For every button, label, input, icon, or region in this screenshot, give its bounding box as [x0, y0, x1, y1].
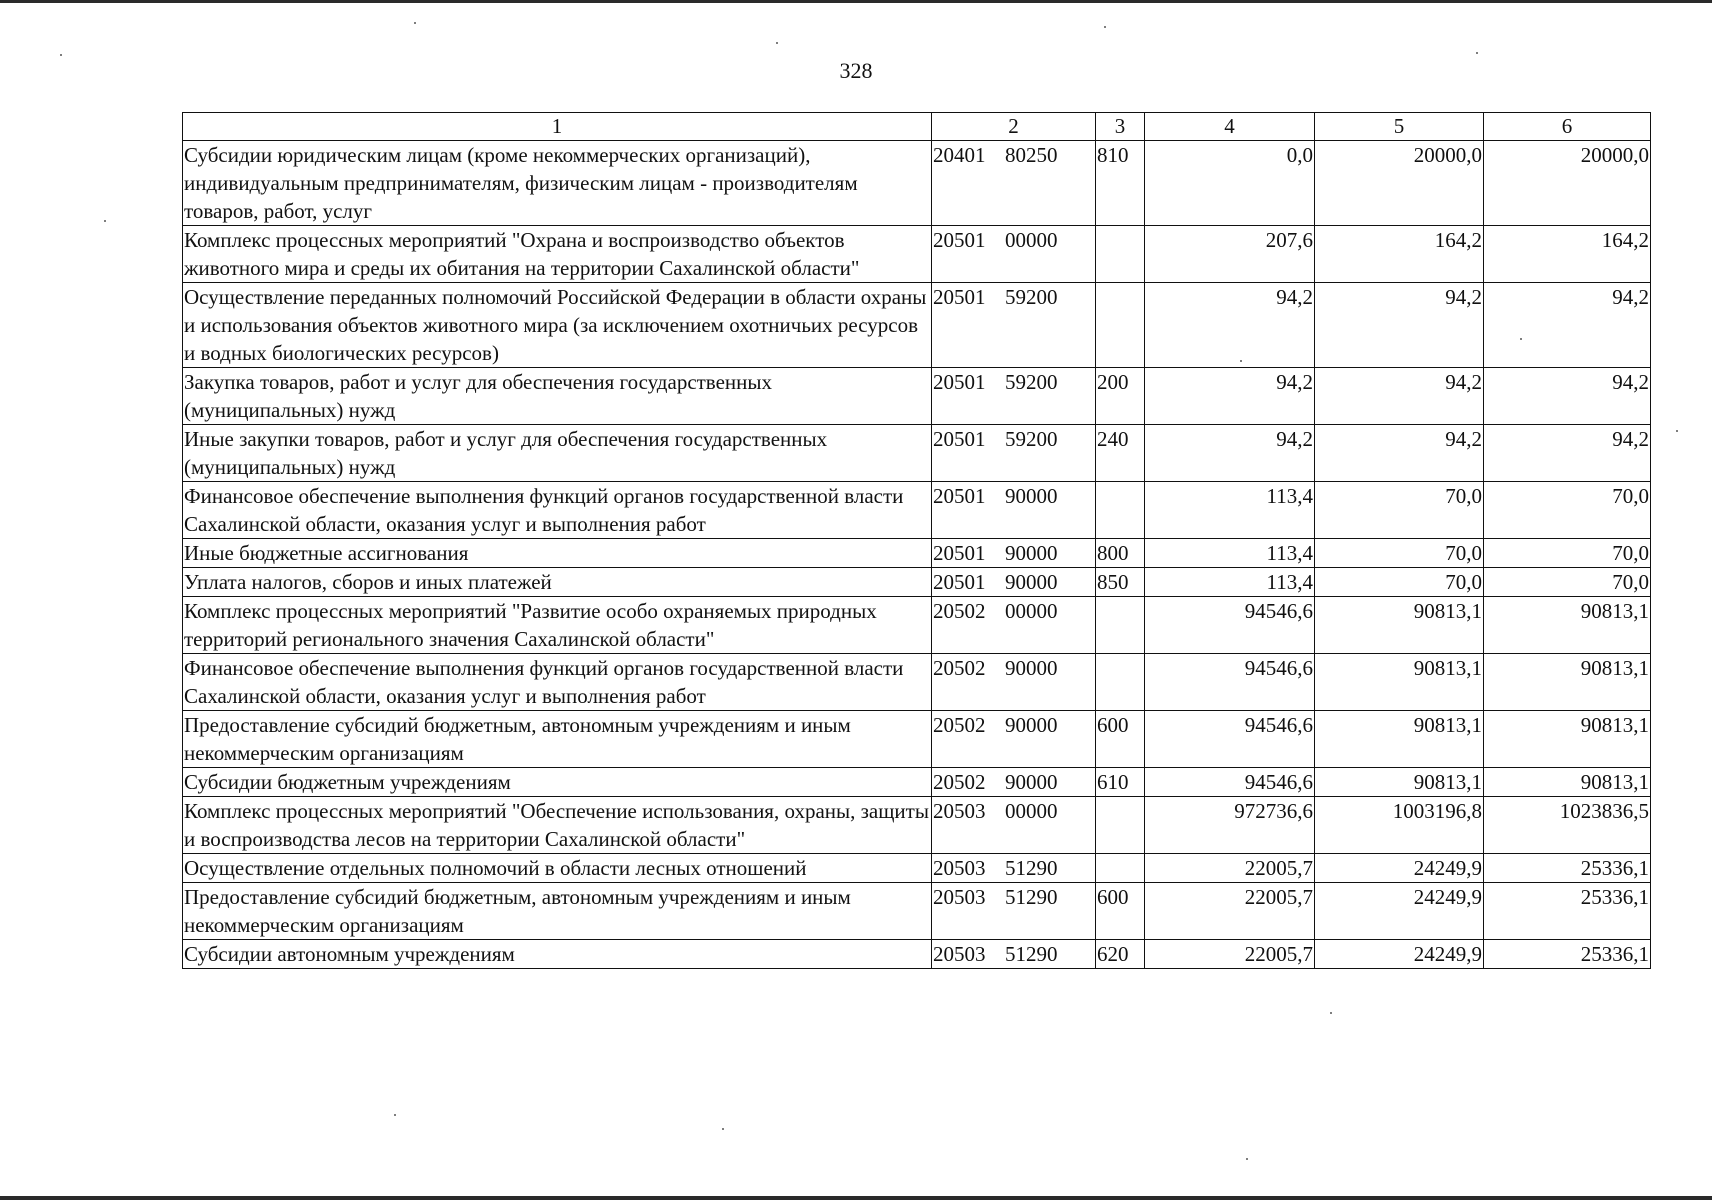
row-expense-type: 810	[1096, 141, 1145, 226]
row-value-5: 1003196,8	[1315, 797, 1484, 854]
scan-speck	[1476, 52, 1478, 54]
row-value-5: 94,2	[1315, 368, 1484, 425]
row-value-5: 70,0	[1315, 568, 1484, 597]
row-code	[932, 482, 1096, 539]
row-value-6: 94,2	[1484, 283, 1651, 368]
scan-speck	[414, 22, 416, 24]
code-program: 20501	[933, 570, 986, 594]
row-value-6: 90813,1	[1484, 768, 1651, 797]
row-expense-type: 610	[1096, 768, 1145, 797]
row-code	[932, 283, 1096, 368]
row-value-4: 0,0	[1145, 141, 1315, 226]
code-program: 20501	[933, 484, 986, 508]
row-value-6: 25336,1	[1484, 854, 1651, 883]
row-value-4: 94546,6	[1145, 654, 1315, 711]
row-expense-type: 800	[1096, 539, 1145, 568]
row-code	[932, 597, 1096, 654]
table-header-row	[183, 113, 1651, 141]
code-direction: 00000	[1005, 599, 1058, 623]
row-code	[932, 141, 1096, 226]
row-value-4: 22005,7	[1145, 883, 1315, 940]
column-header: 2	[932, 113, 1096, 141]
row-expense-type	[1096, 283, 1145, 368]
row-name: Осуществление отдельных полномочий в области лесных отношений	[183, 854, 932, 883]
row-value-4: 113,4	[1145, 568, 1315, 597]
row-expense-type: 200	[1096, 368, 1145, 425]
code-direction: 80250	[1005, 143, 1058, 167]
column-header: 3	[1096, 113, 1145, 141]
row-value-6: 1023836,5	[1484, 797, 1651, 854]
row-expense-type: 850	[1096, 568, 1145, 597]
row-value-6: 25336,1	[1484, 883, 1651, 940]
code-program: 20503	[933, 799, 986, 823]
row-value-5: 24249,9	[1315, 854, 1484, 883]
row-name: Комплекс процессных мероприятий "Развитие особо охраняемых природных территорий регионального значения Сахалинской области"	[183, 597, 932, 654]
scan-speck	[394, 1114, 396, 1116]
code-direction: 59200	[1005, 427, 1058, 451]
row-value-4: 972736,6	[1145, 797, 1315, 854]
scan-speck	[104, 220, 106, 222]
code-program: 20501	[933, 228, 986, 252]
row-value-5: 94,2	[1315, 283, 1484, 368]
row-value-5: 20000,0	[1315, 141, 1484, 226]
table-row	[183, 368, 1651, 425]
row-value-4: 113,4	[1145, 539, 1315, 568]
row-code	[932, 368, 1096, 425]
table-row	[183, 539, 1651, 568]
code-direction: 51290	[1005, 942, 1058, 966]
row-expense-type	[1096, 854, 1145, 883]
code-direction: 90000	[1005, 770, 1058, 794]
row-value-5: 90813,1	[1315, 711, 1484, 768]
code-program: 20502	[933, 770, 986, 794]
row-value-5: 90813,1	[1315, 654, 1484, 711]
row-value-4: 94,2	[1145, 283, 1315, 368]
row-expense-type: 620	[1096, 940, 1145, 969]
scan-speck	[60, 54, 62, 56]
row-expense-type: 240	[1096, 425, 1145, 482]
scan-speck	[1330, 1012, 1332, 1014]
table-row	[183, 768, 1651, 797]
row-value-4: 94546,6	[1145, 597, 1315, 654]
code-program: 20501	[933, 427, 986, 451]
row-value-6: 25336,1	[1484, 940, 1651, 969]
row-code	[932, 425, 1096, 482]
table-row	[183, 482, 1651, 539]
code-program: 20503	[933, 856, 986, 880]
code-direction: 59200	[1005, 285, 1058, 309]
scan-speck	[776, 42, 778, 44]
table-row	[183, 940, 1651, 969]
row-value-5: 164,2	[1315, 226, 1484, 283]
row-code	[932, 797, 1096, 854]
code-program: 20501	[933, 370, 986, 394]
row-value-6: 70,0	[1484, 568, 1651, 597]
row-value-6: 90813,1	[1484, 711, 1651, 768]
row-value-4: 94,2	[1145, 368, 1315, 425]
scan-edge-bottom	[0, 1196, 1712, 1200]
row-expense-type	[1096, 226, 1145, 283]
row-name: Комплекс процессных мероприятий "Обеспечение использования, охраны, защиты и воспроизводства лесов на территории Сахалинской области"	[183, 797, 932, 854]
row-value-6: 70,0	[1484, 539, 1651, 568]
column-header: 6	[1484, 113, 1651, 141]
row-code	[932, 883, 1096, 940]
row-value-5: 90813,1	[1315, 768, 1484, 797]
row-code	[932, 568, 1096, 597]
code-direction: 51290	[1005, 856, 1058, 880]
table-row	[183, 654, 1651, 711]
row-name: Иные закупки товаров, работ и услуг для обеспечения государственных (муниципальных) нужд	[183, 425, 932, 482]
code-direction: 00000	[1005, 799, 1058, 823]
row-code	[932, 768, 1096, 797]
row-value-4: 113,4	[1145, 482, 1315, 539]
scan-speck	[1246, 1158, 1248, 1160]
table-row	[183, 797, 1651, 854]
row-value-6: 20000,0	[1484, 141, 1651, 226]
column-header: 4	[1145, 113, 1315, 141]
scan-speck	[1676, 430, 1678, 432]
table-row	[183, 711, 1651, 768]
code-program: 20503	[933, 942, 986, 966]
table-row	[183, 283, 1651, 368]
scan-speck	[722, 1128, 724, 1130]
row-name: Субсидии бюджетным учреждениям	[183, 768, 932, 797]
row-name: Закупка товаров, работ и услуг для обеспечения государственных (муниципальных) нужд	[183, 368, 932, 425]
row-value-6: 94,2	[1484, 425, 1651, 482]
table-row	[183, 568, 1651, 597]
row-code	[932, 226, 1096, 283]
code-direction: 59200	[1005, 370, 1058, 394]
row-value-4: 22005,7	[1145, 940, 1315, 969]
row-expense-type	[1096, 654, 1145, 711]
row-name: Финансовое обеспечение выполнения функций органов государственной власти Сахалинской области, оказания услуг и выполнения работ	[183, 482, 932, 539]
code-program: 20502	[933, 656, 986, 680]
column-header: 1	[183, 113, 932, 141]
row-value-6: 164,2	[1484, 226, 1651, 283]
row-value-6: 90813,1	[1484, 654, 1651, 711]
row-expense-type	[1096, 482, 1145, 539]
row-expense-type: 600	[1096, 711, 1145, 768]
row-code	[932, 654, 1096, 711]
code-program: 20502	[933, 713, 986, 737]
row-code	[932, 711, 1096, 768]
row-name: Предоставление субсидий бюджетным, автономным учреждениям и иным некоммерческим организациям	[183, 711, 932, 768]
scan-speck	[1104, 26, 1106, 28]
code-program: 20501	[933, 541, 986, 565]
budget-table	[182, 112, 1651, 969]
code-direction: 90000	[1005, 484, 1058, 508]
row-value-5: 90813,1	[1315, 597, 1484, 654]
row-name: Субсидии автономным учреждениям	[183, 940, 932, 969]
row-value-4: 94546,6	[1145, 711, 1315, 768]
table-row	[183, 883, 1651, 940]
code-direction: 90000	[1005, 713, 1058, 737]
row-value-5: 70,0	[1315, 482, 1484, 539]
code-direction: 00000	[1005, 228, 1058, 252]
table-row	[183, 141, 1651, 226]
row-name: Осуществление переданных полномочий Российской Федерации в области охраны и использования объектов животного мира (за исключением охотничьих ресурсов и водных биологических ресурсов)	[183, 283, 932, 368]
column-header: 5	[1315, 113, 1484, 141]
row-value-6: 90813,1	[1484, 597, 1651, 654]
row-value-5: 24249,9	[1315, 940, 1484, 969]
row-expense-type	[1096, 597, 1145, 654]
code-program: 20503	[933, 885, 986, 909]
row-value-6: 70,0	[1484, 482, 1651, 539]
row-value-5: 94,2	[1315, 425, 1484, 482]
code-direction: 51290	[1005, 885, 1058, 909]
code-program: 20401	[933, 143, 986, 167]
row-expense-type	[1096, 797, 1145, 854]
scan-edge-top	[0, 0, 1712, 3]
row-value-5: 70,0	[1315, 539, 1484, 568]
row-name: Комплекс процессных мероприятий "Охрана и воспроизводство объектов животного мира и среды их обитания на территории Сахалинской области"	[183, 226, 932, 283]
page-number: 328	[839, 58, 873, 83]
table-row	[183, 226, 1651, 283]
table-row	[183, 597, 1651, 654]
row-code	[932, 940, 1096, 969]
row-value-5: 24249,9	[1315, 883, 1484, 940]
row-code	[932, 854, 1096, 883]
table-row	[183, 854, 1651, 883]
code-program: 20502	[933, 599, 986, 623]
row-name: Иные бюджетные ассигнования	[183, 539, 932, 568]
table-row	[183, 425, 1651, 482]
row-value-6: 94,2	[1484, 368, 1651, 425]
row-name: Субсидии юридическим лицам (кроме некоммерческих организаций), индивидуальным предпринимателям, физическим лицам - производителям товаров, работ, услуг	[183, 141, 932, 226]
code-program: 20501	[933, 285, 986, 309]
row-value-4: 94546,6	[1145, 768, 1315, 797]
row-name: Предоставление субсидий бюджетным, автономным учреждениям и иным некоммерческим организациям	[183, 883, 932, 940]
row-value-4: 207,6	[1145, 226, 1315, 283]
code-direction: 90000	[1005, 570, 1058, 594]
row-expense-type: 600	[1096, 883, 1145, 940]
row-value-4: 22005,7	[1145, 854, 1315, 883]
row-code	[932, 539, 1096, 568]
code-direction: 90000	[1005, 541, 1058, 565]
row-name: Финансовое обеспечение выполнения функций органов государственной власти Сахалинской области, оказания услуг и выполнения работ	[183, 654, 932, 711]
code-direction: 90000	[1005, 656, 1058, 680]
row-name: Уплата налогов, сборов и иных платежей	[183, 568, 932, 597]
row-value-4: 94,2	[1145, 425, 1315, 482]
